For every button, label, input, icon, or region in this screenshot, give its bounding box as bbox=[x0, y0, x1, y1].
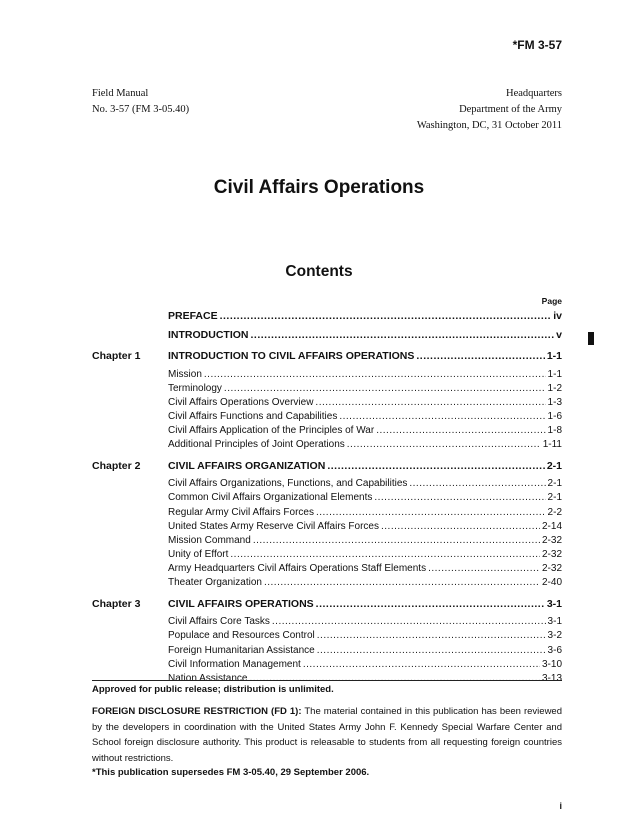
document-title: Civil Affairs Operations bbox=[213, 177, 425, 198]
document-number: *FM 3-57 bbox=[512, 38, 562, 52]
toc-entry-title: Civil Affairs Operations Overview bbox=[168, 396, 314, 408]
toc-entry-page: iv bbox=[553, 310, 562, 322]
dot-leader bbox=[272, 616, 546, 627]
toc-row[interactable] bbox=[92, 630, 562, 644]
issuing-headquarters bbox=[417, 86, 562, 134]
dot-leader bbox=[416, 350, 544, 362]
toc-row[interactable] bbox=[92, 383, 562, 397]
chapter-label: Chapter 1 bbox=[92, 350, 141, 362]
manual-identification bbox=[92, 86, 189, 118]
toc-entry-page: 3-10 bbox=[541, 658, 562, 670]
toc-entry-page: 1-1 bbox=[547, 368, 562, 380]
toc-row[interactable] bbox=[92, 549, 562, 563]
toc-entry-title: Civil Affairs Functions and Capabilities bbox=[168, 411, 338, 423]
toc-chapter-title: CIVIL AFFAIRS ORGANIZATION bbox=[168, 459, 326, 472]
toc-entry-page: 1-6 bbox=[547, 411, 562, 423]
dot-leader bbox=[347, 439, 541, 450]
toc-entry-page: 2-1 bbox=[546, 459, 562, 472]
toc-entry-page: 1-1 bbox=[546, 350, 562, 362]
table-of-contents bbox=[92, 310, 562, 687]
dot-leader bbox=[316, 507, 546, 518]
toc-entry-title: Nation Assistance bbox=[168, 672, 248, 684]
toc-row[interactable] bbox=[92, 563, 562, 577]
foreign-disclosure-notice bbox=[92, 704, 562, 766]
toc-row[interactable] bbox=[92, 369, 562, 383]
toc-entry-title: Common Civil Affairs Organizational Elements bbox=[168, 492, 373, 504]
dot-leader bbox=[428, 563, 540, 574]
toc-entry-title: INTRODUCTION bbox=[168, 328, 249, 341]
toc-entry-title: Army Headquarters Civil Affairs Operations Staff Elements bbox=[168, 563, 427, 575]
toc-entry-page: 2-1 bbox=[547, 478, 562, 490]
dot-leader bbox=[376, 425, 545, 436]
dot-leader bbox=[317, 645, 546, 656]
dot-leader bbox=[339, 411, 545, 422]
toc-row-introduction[interactable] bbox=[92, 329, 562, 348]
toc-row[interactable] bbox=[92, 659, 562, 673]
toc-entry-title: Additional Principles of Joint Operations bbox=[168, 439, 345, 451]
toc-entry-title: Mission bbox=[168, 368, 202, 380]
change-bar-marker bbox=[588, 332, 594, 345]
publication-date: Washington, DC, 31 October 2011 bbox=[416, 120, 562, 131]
dot-leader bbox=[374, 492, 545, 503]
toc-row[interactable] bbox=[92, 425, 562, 439]
dot-leader bbox=[253, 535, 540, 546]
toc-entry-page: 2-32 bbox=[541, 563, 562, 575]
toc-entry-title: Foreign Humanitarian Assistance bbox=[168, 644, 315, 656]
toc-entry-title: Mission Command bbox=[168, 534, 251, 546]
toc-row-preface[interactable] bbox=[92, 310, 562, 329]
dot-leader bbox=[230, 549, 540, 560]
toc-entry-page: 2-1 bbox=[547, 492, 562, 504]
manual-number: No. 3-57 (FM 3-05.40) bbox=[92, 104, 190, 115]
toc-entry-title: United States Army Reserve Civil Affairs Forces bbox=[168, 520, 379, 532]
toc-entry-page: 2-14 bbox=[541, 520, 562, 532]
foreign-disclosure-label: FOREIGN DISCLOSURE RESTRICTION (FD 1): bbox=[92, 706, 302, 717]
toc-entry-page: 2-40 bbox=[541, 577, 562, 589]
toc-entry-page: 3-1 bbox=[547, 616, 562, 628]
toc-chapter-title: INTRODUCTION TO CIVIL AFFAIRS OPERATIONS bbox=[168, 350, 415, 362]
toc-entry-title: Civil Affairs Core Tasks bbox=[168, 616, 270, 628]
toc-entry-title: Terminology bbox=[168, 382, 222, 394]
toc-entry-page: 2-32 bbox=[541, 549, 562, 561]
toc-entry-page: 1-8 bbox=[547, 425, 562, 437]
dot-leader bbox=[220, 310, 552, 322]
divider-rule bbox=[92, 680, 562, 681]
toc-entry-page: 3-2 bbox=[547, 630, 562, 642]
headquarters-label: Headquarters bbox=[506, 88, 562, 99]
chapter-label: Chapter 3 bbox=[92, 597, 141, 610]
toc-row[interactable] bbox=[92, 492, 562, 506]
toc-entry-title: PREFACE bbox=[168, 310, 218, 322]
toc-row[interactable] bbox=[92, 507, 562, 521]
page-number: i bbox=[559, 801, 562, 811]
dot-leader bbox=[224, 383, 546, 394]
page-column-label: Page bbox=[541, 296, 562, 306]
dot-leader bbox=[204, 369, 546, 380]
toc-entry-page: 3-13 bbox=[541, 672, 562, 684]
toc-entry-page: 2-32 bbox=[541, 534, 562, 546]
toc-entry-title: Civil Affairs Application of the Principles of War bbox=[168, 425, 375, 437]
toc-row-chapter-1[interactable] bbox=[92, 350, 562, 369]
toc-entry-title: Civil Affairs Organizations, Functions, and Capabilities bbox=[168, 478, 408, 490]
dot-leader bbox=[303, 659, 540, 670]
toc-entry-page: 1-2 bbox=[547, 382, 562, 394]
toc-entry-title: Populace and Resources Control bbox=[168, 630, 315, 642]
toc-entry-page: 3-6 bbox=[547, 644, 562, 656]
toc-entry-page: 3-1 bbox=[546, 597, 562, 610]
toc-entry-page: 1-3 bbox=[547, 396, 562, 408]
toc-entry-title: Civil Information Management bbox=[168, 658, 301, 670]
toc-row[interactable] bbox=[92, 411, 562, 425]
toc-row[interactable] bbox=[92, 478, 562, 492]
dot-leader bbox=[251, 329, 555, 341]
department-label: Department of the Army bbox=[459, 104, 562, 115]
toc-row-chapter-3[interactable] bbox=[92, 598, 562, 617]
toc-row[interactable] bbox=[92, 439, 562, 453]
toc-entry-page: v bbox=[556, 328, 562, 341]
dot-leader bbox=[409, 478, 545, 489]
toc-entry-page: 2-2 bbox=[547, 506, 562, 518]
toc-entry-page: 1-11 bbox=[542, 439, 562, 451]
dot-leader bbox=[327, 460, 545, 472]
dot-leader bbox=[250, 673, 540, 684]
toc-chapter-title: CIVIL AFFAIRS OPERATIONS bbox=[168, 597, 314, 610]
distribution-statement: Approved for public release; distribution is unlimited. bbox=[92, 684, 334, 695]
dot-leader bbox=[381, 521, 540, 532]
toc-entry-title: Theater Organization bbox=[168, 577, 262, 589]
contents-heading: Contents bbox=[285, 263, 353, 280]
dot-leader bbox=[264, 577, 540, 588]
dot-leader bbox=[315, 397, 545, 408]
supersession-notice: *This publication supersedes FM 3-05.40, 29 September 2006. bbox=[92, 767, 370, 778]
toc-row[interactable] bbox=[92, 645, 562, 659]
toc-entry-title: Unity of Effort bbox=[168, 549, 229, 561]
toc-row[interactable] bbox=[92, 616, 562, 630]
field-manual-label: Field Manual bbox=[92, 88, 149, 99]
toc-entry-title: Regular Army Civil Affairs Forces bbox=[168, 506, 314, 518]
toc-row[interactable] bbox=[92, 521, 562, 535]
toc-row[interactable] bbox=[92, 535, 562, 549]
dot-leader bbox=[316, 598, 545, 610]
chapter-label: Chapter 2 bbox=[92, 459, 141, 472]
foreign-disclosure-text: The material contained in this publication has been reviewed by the developers in coordination with the United States Army John F. Kennedy Special Warfare Center and School foreign disclosure authority. This product is releasable to students from all requesting foreign countries without restrictions. bbox=[92, 706, 562, 764]
toc-row[interactable] bbox=[92, 397, 562, 411]
toc-row-chapter-2[interactable] bbox=[92, 460, 562, 479]
toc-row[interactable] bbox=[92, 577, 562, 591]
dot-leader bbox=[317, 630, 546, 641]
